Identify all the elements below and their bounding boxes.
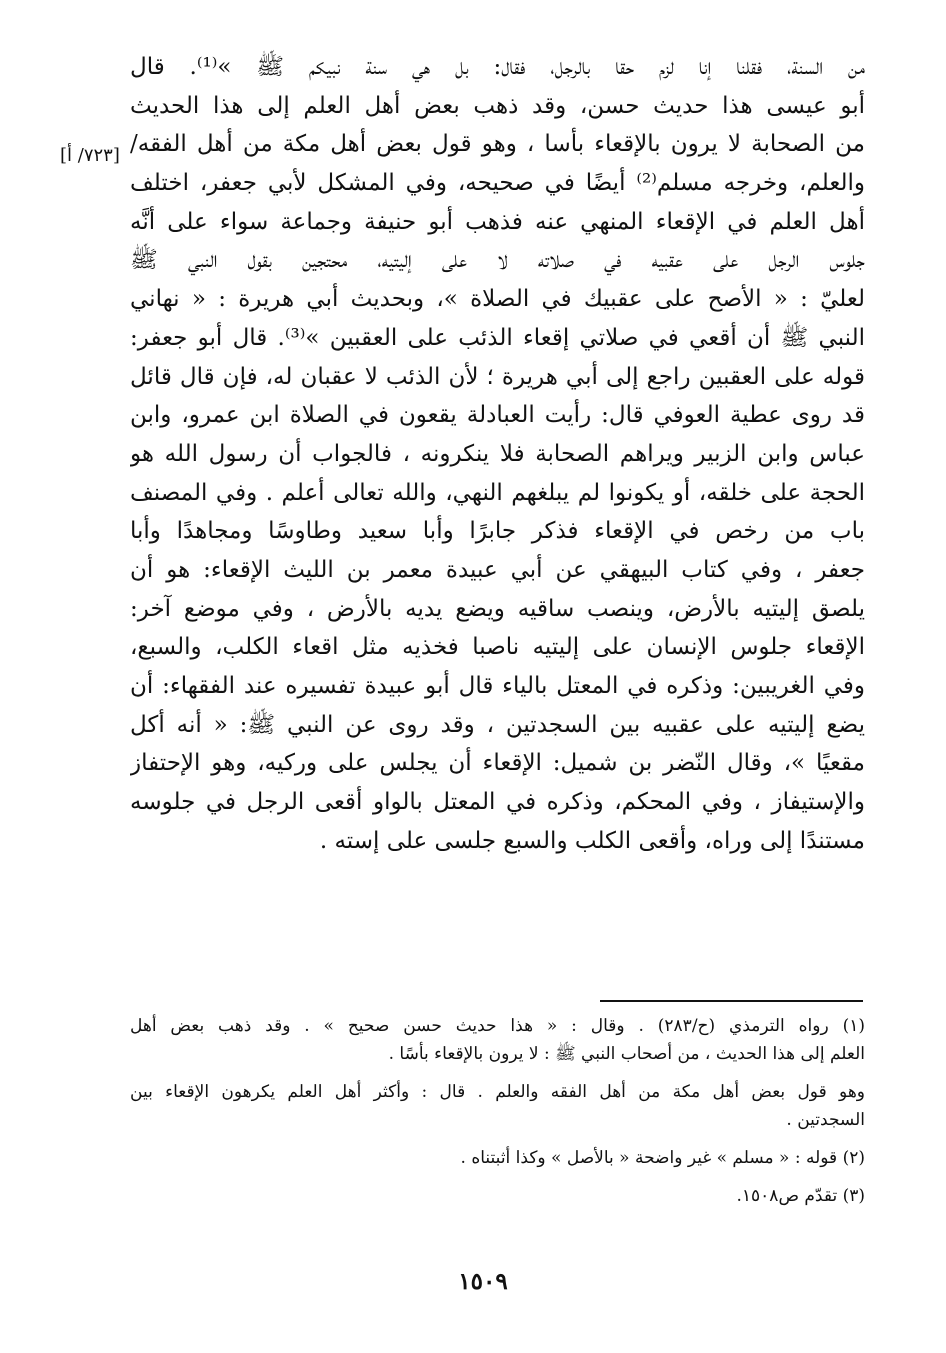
text-line: والعلم، وخرجه مسلم⁽²⁾ أيضًا في صحيحه، وفي المشكل لأبي جعفر، اختلف bbox=[130, 170, 865, 197]
footnote-line: وهو قول بعض أهل مكة من أهل الفقه والعلم . قال : وأكثر أهل العلم يكرهون الإقعاء بين bbox=[130, 1082, 865, 1102]
text-line: قوله على العقبين راجع إلى أبي هريرة ؛ لأن الذئب لا عقبان له، فإن قال قائل bbox=[130, 363, 865, 390]
text-line: الحجة على خلقه، أو يكونوا لم يبلغهم النهي، والله تعالى أعلم . وفي المصنف bbox=[130, 479, 865, 506]
text-line: عباس وابن الزبير ويراهم الصحابة فلا ينكرونه ، فالجواب أن رسول الله هو bbox=[130, 440, 865, 467]
text-line: يلصق إليتيه بالأرض، وينصب ساقيه ويضع يديه بالأرض ، وفي موضع آخر: bbox=[130, 595, 865, 622]
text-line: قد روى عطية العوفي قال: رأيت العبادلة يقعون في الصلاة ابن عمرو، وابن bbox=[130, 402, 865, 429]
text-line: وفي الغريبين: وذكره في المعتل بالياء قال أبو عبيدة تفسيره عند الفقهاء: أن bbox=[130, 673, 865, 699]
text-line: لعليّ : « الأصح على عقبيك في الصلاة »، وبحديث أبي هريرة : « نهاني bbox=[130, 286, 865, 313]
text-line: جعفر ، وفي كتاب البيهقي عن أبي عبيدة معمر بن الليث الإقعاء: هو أن bbox=[130, 556, 865, 583]
text-line: من الصحابة لا يرون بالإقعاء بأسا ، وهو قول بعض أهل مكة من أهل الفقه/ bbox=[130, 131, 865, 158]
text-line: من السنة، فقلنا إنا لزم حقا بالرجل، فقال: بل هي سنة نبيكم ﷺ »⁽¹⁾. قال bbox=[130, 54, 865, 80]
text-line: مستندًا إلى وراه، وأقعى الكلب والسبع جلسى على إسته . bbox=[319, 827, 865, 854]
text-line: يضع إليتيه على عقبيه بين السجدتين ، وقد روى عن النبي ﷺ: « أنه أكل bbox=[130, 711, 865, 738]
page-number: ١٥٠٩ bbox=[458, 1268, 508, 1295]
footnote-line: السجدتين . bbox=[786, 1110, 865, 1130]
text-line: والإستيفاز ، وفي المحكم، وذكره في المعتل بالواو أقعى الرجل في جلوسه bbox=[130, 789, 865, 816]
text-line: أبو عيسى هذا حديث حسن، وقد ذهب بعض أهل العلم إلى هذا الحديث bbox=[130, 92, 865, 119]
text-line: جلوس الرجل على عقبيه في صلاته لا على إليتيه، محتجين بقول النبي ﷺ bbox=[130, 247, 865, 274]
text-line: النبي ﷺ أن أقعي في صلاتي إقعاء الذئب على العقبين »⁽³⁾. قال أبو جعفر: bbox=[130, 324, 865, 351]
footnote-separator bbox=[600, 1000, 863, 1002]
text-line: الإقعاء جلوس الإنسان على إليتيه ناصبا فخذيه مثل اقعاء الكلب، والسبع، bbox=[130, 634, 865, 661]
footnote-line: (١) رواه الترمذي (ح/٢٨٣) . وقال : « هذا حديث حسن صحيح » . وقد ذهب بعض أهل bbox=[130, 1016, 865, 1036]
footnote-line: (٣) تقدّم ص١٥٠٨. bbox=[736, 1186, 865, 1206]
footnote-line: العلم إلى هذا الحديث ، من أصحاب النبي ﷺ : لا يرون بالإقعاء بأسًا . bbox=[388, 1044, 865, 1064]
footnotes bbox=[130, 1012, 865, 1210]
margin-folio-note: [٧٢٣/ أ] bbox=[60, 145, 120, 166]
text-line: باب من رخص في الإقعاء فذكر جابرًا وأبا سعيد وطاوسًا ومجاهدًا وأبا bbox=[130, 518, 865, 545]
main-text bbox=[130, 48, 865, 860]
text-line: مقعيًا »، وقال النّضر بن شميل: الإقعاء أن يجلس على وركيه، وهو الإحتفاز bbox=[130, 750, 865, 777]
text-line: أهل العلم في الإقعاء المنهي عنه فذهب أبو حنيفة وجماعة سواء على أنَّه bbox=[130, 208, 865, 235]
footnote-line: (٢) قوله : « مسلم » غير واضحة « بالأصل » وكذا أثبتناه . bbox=[460, 1148, 865, 1168]
